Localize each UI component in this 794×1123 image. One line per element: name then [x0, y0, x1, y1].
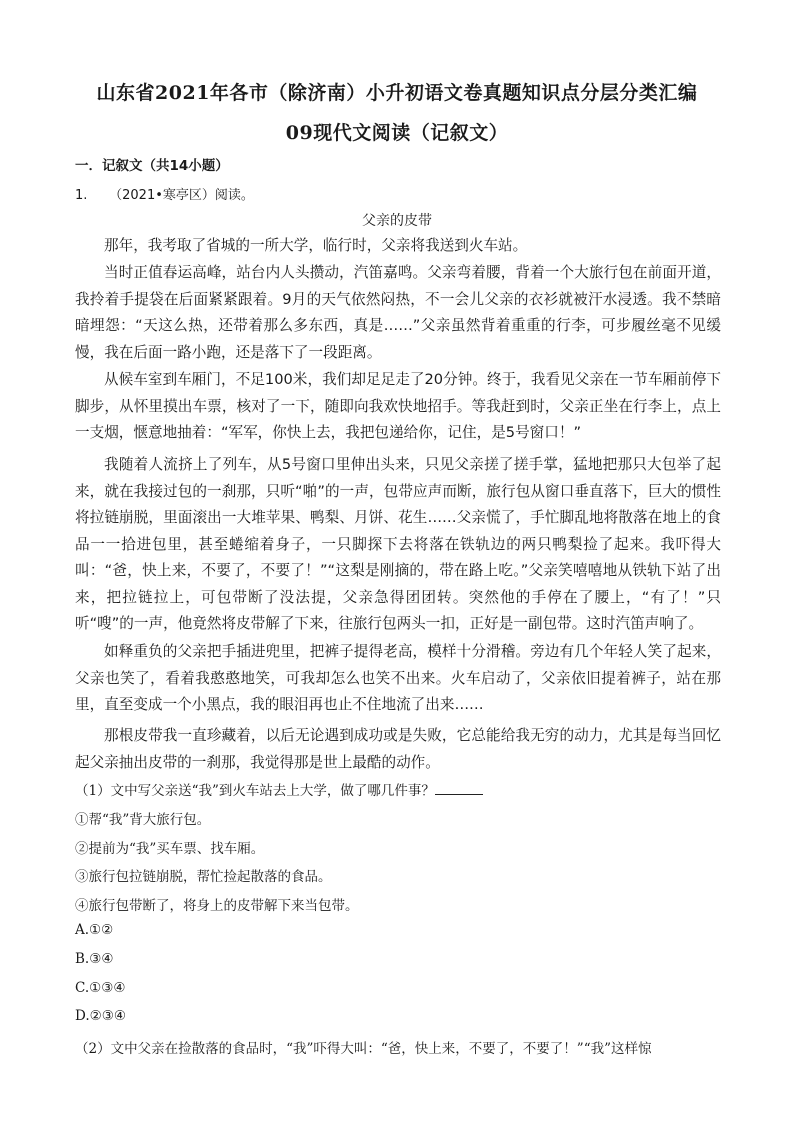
sub-question-1-text: （1）文中写父亲送“我”到火车站去上大学，做了哪几件事？ — [75, 783, 435, 799]
question-intro: （2021•寒亭区）阅读。 — [109, 188, 254, 203]
choice-b[interactable]: B.③④ — [75, 951, 114, 967]
question-1-header — [75, 184, 254, 203]
story-paragraph-6: 那根皮带我一直珍藏着，以后无论遇到成功或是失败，它总能给我无穷的动力，尤其是每当回忆起父亲抽出皮带的一刹那，我觉得那是世上最酷的动作。 — [75, 727, 721, 771]
question-number: 1. — [75, 188, 88, 203]
sub-question-2: （2）文中父亲在捡散落的食品时，“我”吓得大叫：“爸，快上来，不要了，不要了！”“我”这样惊 — [75, 1041, 652, 1057]
story-paragraph-4: 我随着人流挤上了列车，从5号窗口里伸出头来，只见父亲搓了搓手掌，猛地把那只大包举了起来，就在我接过包的一刹那，只听“啪”的一声，包带应声而断，旅行包从窗口垂直落下，巨大的惯性将拉链崩脱，里面滚出一大堆苹果、鸭梨、月饼、花生……父亲慌了，手忙脚乱地将散落在地上的食品一一拾进包里，甚至蜷缩着身子，一只脚探下去将落在铁轨边的两只鸭梨捡了起来。我吓得大叫：“爸，快上来，不要了，不要了！”“这梨是刚摘的，带在路上吃。”父亲笑嘻嘻地从铁轨下站了出来，把拉链拉上，可包带断了没法提，父亲急得团团转。突然他的手停在了腰上，“有了！”只听“嗖”的一声，他竟然将皮带解了下来，往旅行包两头一扣，正好是一副包带。这时汽笛声响了。 — [75, 456, 721, 632]
story-title: 父亲的皮带 — [362, 213, 432, 229]
statement-item-3: ③旅行包拉链崩脱，帮忙捡起散落的食品。 — [75, 869, 332, 885]
sub-question-1 — [75, 779, 735, 799]
section-heading: 一．记叙文（共14小题） — [75, 158, 229, 174]
statement-item-2: ②提前为“我”买车票、找车厢。 — [75, 841, 265, 857]
story-paragraph-2: 当时正值春运高峰，站台内人头攒动，汽笛嘉鸣。父亲弯着腰，背着一个大旅行包在前面开道，我拎着手提袋在后面紧紧跟着。9月的天气依然闷热，不一会儿父亲的衣衫就被汗水浸透。我不禁暗暗埋怨：“天这么热，还带着那么多东西，真是……”父亲虽然背着重重的行李，可步履丝毫不见缓慢，我在后面一路小跑，还是落下了一段距离。 — [75, 264, 721, 361]
story-paragraph-3: 从候车室到车厢门，不足100米，我们却足足走了20分钟。终于，我看见父亲在一节车厢前停下脚步，从怀里摸出车票，核对了一下，随即向我欢快地招手。等我赶到时，父亲正坐在行李上，点上一支烟，惬意地抽着：“军军，你快上去，我把包递给你，记住，是5号窗口！” — [75, 371, 721, 441]
answer-blank[interactable] — [435, 780, 483, 795]
story-paragraph-5: 如释重负的父亲把手插进兜里，把裤子提得老高，模样十分滑稽。旁边有几个年轻人笑了起来，父亲也笑了，看着我憨憨地笑，可我却怎么也笑不出来。火车启动了，父亲依旧提着裤子，站在那里，直至变成一个小黑点，我的眼泪再也止不住地流了出来…… — [75, 643, 721, 713]
choice-c[interactable]: C.①③④ — [75, 980, 126, 996]
statement-item-1: ①帮“我”背大旅行包。 — [75, 812, 211, 828]
document-title: 山东省2021年各市（除济南）小升初语文卷真题知识点分层分类汇编 — [96, 82, 698, 104]
statement-item-4: ④旅行包带断了，将身上的皮带解下来当包带。 — [75, 898, 359, 914]
choice-d[interactable]: D.②③④ — [75, 1008, 126, 1024]
document-subtitle: 09现代文阅读（记叙文） — [285, 122, 509, 144]
choice-a[interactable]: A.①② — [75, 922, 114, 938]
story-paragraph-1: 那年，我考取了省城的一所大学，临行时，父亲将我送到火车站。 — [104, 237, 528, 254]
